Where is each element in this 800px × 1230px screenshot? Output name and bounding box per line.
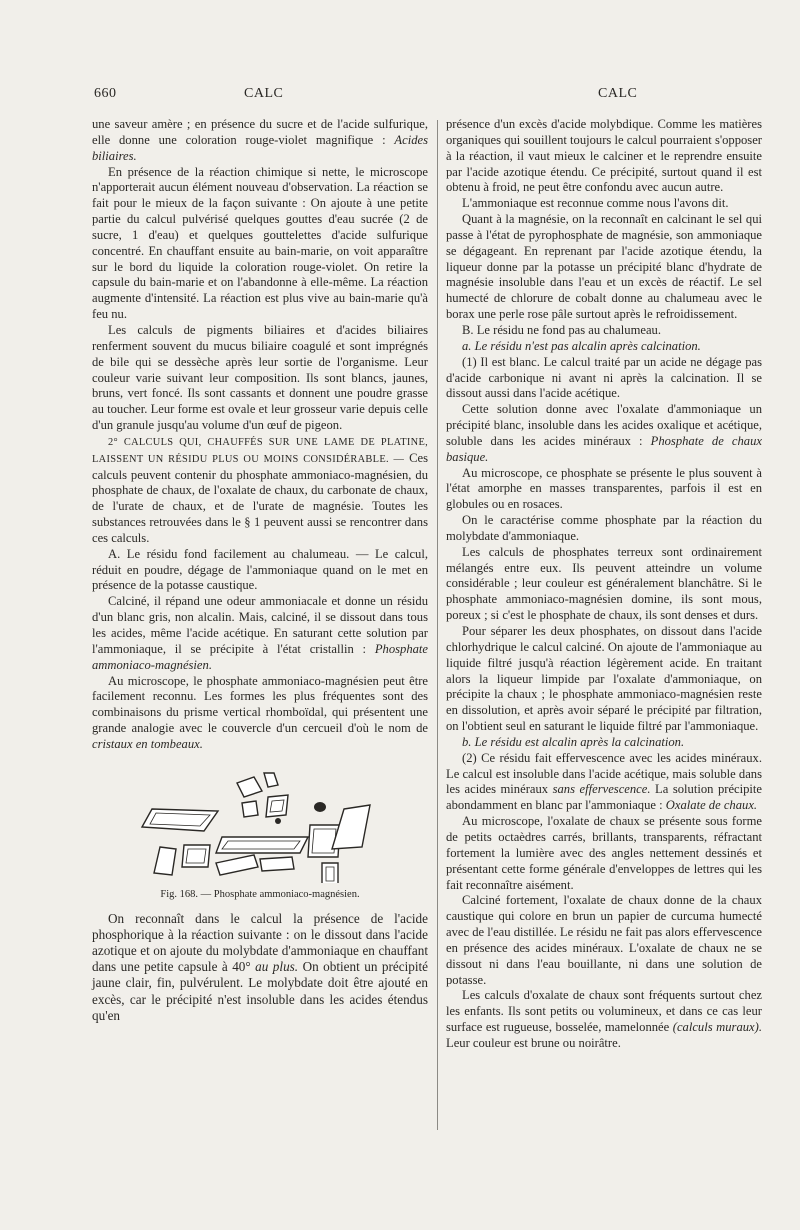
paragraph: Au microscope, ce phosphate se présente le plus souvent à l'état amorphe en masses transparentes, parfois il est en globules ou en rosaces. [446, 465, 762, 512]
subsection-heading: b. Le résidu est alcalin après la calcination. [462, 734, 685, 749]
figure-caption: Fig. 168. — Phosphate ammoniaco-magnésien. [160, 888, 360, 900]
subsection-heading: a. Le résidu n'est pas alcalin après calcination. [462, 338, 701, 353]
paragraph: présence d'un excès d'acide molybdique. Comme les matières organiques qui souillent toujours le calcul pourraient s'opposer à la réaction, il vaut mieux le calciner et le reprendre ensuite par l'acide azotique étendu. Ce précipité, surtout quand il est obtenu à froid, ne peut être confondu avec aucun autre. [446, 117, 762, 195]
section-heading-paragraph: 2° CALCULS QUI, CHAUFFÉS SUR UNE LAME DE PLATINE, LAISSENT UN RÉSIDU PLUS OU MOINS CONSIDÉRABLE. — Ces calculs peuvent contenir du phosphate ammoniaco-magnésien, du phosphate de chaux, de l'oxalate de chaux, du carbonate de chaux, de l'urate de chaux, et de l'urate de magnésie. Toutes les substances retrouvées dans le § 1 peuvent aussi se rencontrer dans ces calculs. [92, 436, 428, 545]
paragraph: A. Le résidu fond facilement au chalumeau. — Le calcul, réduit en poudre, dégage de l'ammoniaque quand on le met en présence de la potasse caustique. [92, 546, 428, 593]
paragraph: Au microscope, l'oxalate de chaux se présente sous forme de petits octaèdres carrés, brillants, transparents, réfractant fortement la lumière avec des angles nettement dessinés et présentant cette forme générale d'enveloppes de lettres qui les fait reconnaître aisément. [446, 814, 762, 892]
paragraph: (2) Ce résidu fait effervescence avec les acides minéraux. Le calcul est insoluble dans l'acide acétique, mais soluble dans les acides minéraux sans effervescence. La solution précipite abondamment en blanc par l'ammoniaque : Oxalate de chaux. [446, 750, 763, 813]
crystal [154, 847, 176, 875]
left-column [92, 117, 428, 1024]
right-column [446, 117, 762, 1052]
paragraph: On le caractérise comme phosphate par la réaction du molybdate d'ammoniaque. [446, 513, 762, 543]
crystal [182, 845, 210, 867]
paragraph: Quant à la magnésie, on la reconnaît en calcinant le sel qui passe à l'état de pyrophosphate de magnésie, son ammoniaque se dégageant. En reprenant par l'acide azotique étendu, la liqueur donne par la potasse un précipité blanc d'hydrate de magnésie insoluble dans l'eau et un excès de réactif. Le sel humecté de chlorure de cobalt donne au chalumeau avec le borax une perle rose pâle surtout après le refroidissement. [446, 212, 762, 322]
paragraph: Les calculs de phosphates terreux sont ordinairement mélangés entre eux. Ils peuvent atteindre un volume considérable ; leur couleur est généralement blanchâtre. Si le phosphate ammoniaco-magnésien domine, ils sont mous, poreux ; si c'est le phosphate de chaux, ils sont denses et durs. [446, 544, 762, 623]
paragraph: (1) Il est blanc. Le calcul traité par un acide ne dégage pas d'acide carbonique ni avant ni après la calcination. Il se dissout aussi dans l'acide acétique. [446, 354, 762, 401]
crystals-illustration [92, 763, 428, 883]
paragraph: Cette solution donne avec l'oxalate d'ammoniaque un précipité blanc, insoluble dans les acides oxalique et acétique, soluble dans les acides minéraux : Phosphate de chaux basique. [446, 402, 762, 464]
column-divider [437, 120, 438, 1130]
left-running-head: CALC [244, 86, 284, 101]
crystal [266, 795, 288, 817]
paragraph: En présence de la réaction chimique si nette, le microscope n'apporterait aucun élément nouveau d'observation. La réaction se fait pour le mieux de la façon suivante : On ajoute à une petite partie du calcul pulvérisé quelques gouttes d'eau sucrée (2 de sucre, 1 d'eau) et quelques gouttelettes d'acide sulfurique concentré. En chauffant ensuite au bain-marie, on voit apparaître sur le bord du liquide la coloration rouge-violet. On retire la capsule du bain-marie et on l'abandonne à elle-même. La réaction augmente d'intensité. La réaction est plus vive au bain-marie qu'à feu nu. [92, 164, 428, 322]
paragraph: On reconnaît dans le calcul la présence de l'acide phosphorique à la réaction suivante : on le dissout dans l'acide azotique et on ajoute du molybdate d'ammoniaque en chauffant dans une petite capsule à 40° au plus. On obtient un précipité jaune clair, fin, pulvérulent. Le molybdate doit être ajouté en excès, car le précipité n'est insoluble dans les acides étendus qu'en [92, 910, 429, 1023]
paragraph: Au microscope, le phosphate ammoniaco-magnésien peut être facilement reconnu. Les formes les plus fréquentes sont des combinaisons du prisme vertical rhomboïdal, qui présentent une grande analogie avec le couvercle d'un cercueil d'où le nom de cristaux en tombeaux. [92, 673, 428, 751]
paragraph: Les calculs de pigments biliaires et d'acides biliaires renferment souvent du mucus biliaire coagulé et sont imprégnés de bile qui se dessèche après leur sortie de l'organisme. Leur couleur varie suivant leur composition. Ils sont blancs, jaunes, bruns, vert foncé. Ils sont cassants et donnent une poudre grasse au toucher. Leur forme est ovale et leur grosseur varie depuis celle d'un granule jusqu'au volume d'un œuf de pigeon. [92, 322, 428, 433]
paragraph: Calciné fortement, l'oxalate de chaux donne de la chaux caustique qui colore en brun un papier de curcuma humecté avec de l'eau distillée. Le résidu ne fait pas alors effervescence en présence des acides minéraux. L'oxalate de chaux ne se dissout ni dans l'eau bouillante, ni dans une solution de potasse. [446, 893, 762, 987]
subsection-heading: B. Le résidu ne fond pas au chalumeau. [462, 322, 661, 337]
crystal [142, 809, 218, 831]
crystal [216, 837, 308, 853]
figure-crystals [92, 763, 428, 883]
crystal [260, 857, 294, 871]
crystal [242, 801, 258, 817]
paragraph: L'ammoniaque est reconnue comme nous l'avons dit. [462, 196, 729, 211]
paragraph: Les calculs d'oxalate de chaux sont fréquents surtout chez les enfants. Ils sont petits ou volumineux, et dans ce cas leur surface est rugueuse, bosselée, mamelonnée (calculs muraux). Leur couleur est brune ou noirâtre. [446, 988, 762, 1050]
crystal [216, 855, 258, 875]
paragraph: Pour séparer les deux phosphates, on dissout dans l'acide chlorhydrique le calcul calciné. On ajoute de l'ammoniaque au liquide filtré jusqu'à réaction légèrement acide. En traitant alors la liqueur limpide par l'oxalate d'ammoniaque, on précipite la chaux ; le phosphate ammoniaco-magnésien reste en dissolution, et après avoir séparé le précipité par filtration, on l'obtient seul en saturant le liquide filtré par l'ammoniaque. [446, 624, 762, 734]
crystal [237, 777, 262, 797]
crystal [322, 863, 338, 883]
paragraph: une saveur amère ; en présence du sucre et de l'acide sulfurique, elle donne une coloration rouge-violet magnifique : Acides biliaires. [92, 117, 428, 163]
crystal-dot [314, 802, 326, 812]
crystal [264, 773, 278, 787]
page-number: 660 [94, 86, 117, 101]
paragraph: Calciné, il répand une odeur ammoniacale et donne un résidu d'un blanc gris, non alcalin. Mais, calciné, il se dissout dans tous les acides, même l'acide acétique. En saturant cette solution par l'ammoniaque, il se précipite à l'état cristallin : Phosphate ammoniaco-magnésien. [92, 594, 428, 672]
section-heading: 2° CALCULS QUI, CHAUFFÉS SUR UNE LAME DE PLATINE, LAISSENT UN RÉSIDU PLUS OU MOINS CONSIDÉRABLE. — [92, 436, 428, 465]
right-running-head: CALC [598, 86, 638, 101]
